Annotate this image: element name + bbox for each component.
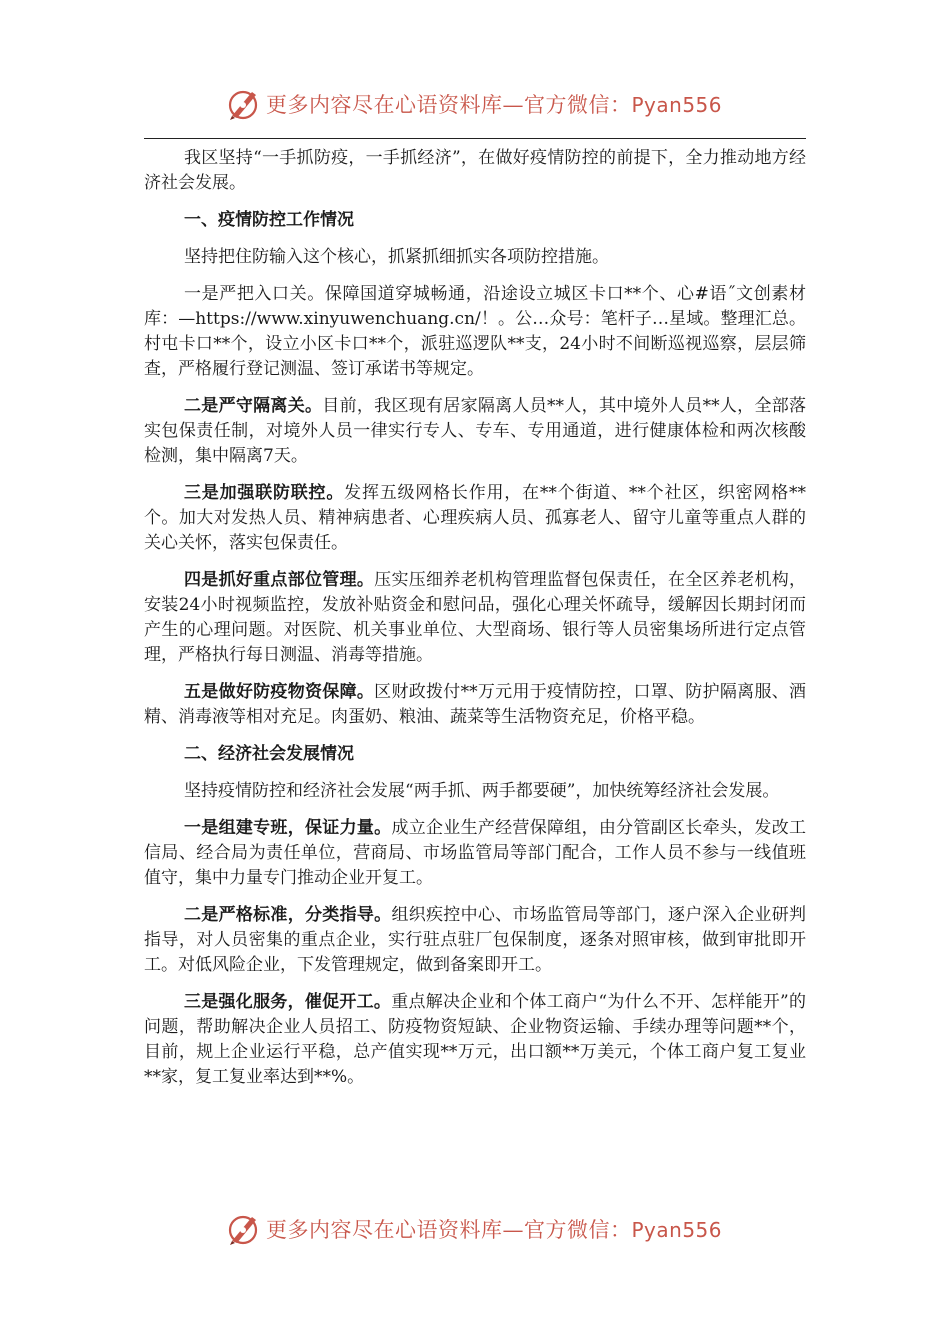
item-lead: 二是严格标准，分类指导。 [184,905,392,925]
item-lead: 一是组建专班，保证力量。 [184,818,392,838]
banner-account: Pyan556 [631,1218,723,1242]
item-text: 组织疾控中心、市场监管局等部门，逐户深入企业研判指导，对人员密集的重点企业，实行驻点驻厂包保制度，逐条对照审核，做到审批即开工。对低风险企业，下发管理规定，做到备案即开工。 [144,905,807,975]
item-lead: 三是加强联防联控。 [184,483,345,503]
item-text: 成立企业生产经营保障组，由分管副区长牵头，发改工信局、经合局为责任单位，营商局、市场监管局等部门配合，工作人员不参与一线值班值守，集中力量专门推动企业开复工。 [144,818,807,888]
item-text: 一是严把入口关。保障国道穿城畅通，沿途设立城区卡口**个、心#语˝文创素材库：—https://www.xinyuwenchuang.cn/！。公…众号：笔杆子…星域。整理汇总。村屯卡口**个，设立小区卡口**个，派驻巡逻队**支，24小时不间断巡视巡察，层层筛查，严格履行登记测温、签订承诺书等规定。 [144,284,806,379]
header-banner [0,84,950,124]
item-lead: 二是严守隔离关。 [184,396,323,416]
item-text: 发挥五级网格长作用，在**个街道、**个社区，织密网格**个。加大对发热人员、精神病患者、心理疾病人员、孤寡老人、留守儿童等重点人群的关心关怀，落实包保责任。 [144,483,807,553]
item-text: 压实压细养老机构管理监督包保责任，在全区养老机构，安装24小时视频监控，发放补贴资金和慰问品，强化心理关怀疏导，缓解因长期封闭而产生的心理问题。对医院、机关事业单位、大型商场、银行等人员密集场所进行定点管理，严格执行每日测温、消毒等措施。 [144,570,807,665]
item-lead: 四是抓好重点部位管理。 [184,570,375,590]
section-summary: 坚持疫情防控和经济社会发展“两手抓、两手都要硬”，加快统筹经济社会发展。 [184,781,780,801]
document-body [144,146,806,1102]
pen-logo-icon [226,1211,262,1247]
list-item [144,816,806,891]
list-item [144,903,806,978]
list-item [144,481,806,556]
banner-caption [266,89,722,119]
list-item [144,282,806,382]
pen-logo-icon [226,86,262,122]
list-item [144,568,806,668]
banner-prefix: 更多内容尽在心语资料库—官方微信： [266,1218,632,1242]
list-item [144,990,806,1090]
banner-account: Pyan556 [631,93,723,117]
item-text: 区财政拨付**万元用于疫情防控，口罩、防护隔离服、酒精、消毒液等相对充足。肉蛋奶、粮油、蔬菜等生活物资充足，价格平稳。 [144,682,807,727]
list-item [144,680,806,730]
section-heading: 一、疫情防控工作情况 [184,210,354,230]
section-heading: 二、经济社会发展情况 [184,744,354,764]
item-text: 目前，我区现有居家隔离人员**人，其中境外人员**人，全部落实包保责任制，对境外人员一律实行专人、专车、专用通道，进行健康体检和两次核酸检测，集中隔离7天。 [144,396,807,466]
item-lead: 五是做好防疫物资保障。 [184,682,375,702]
banner-caption [266,1214,722,1244]
header-divider [144,138,806,139]
item-text: 重点解决企业和个体工商户“为什么不开、怎样能开”的问题，帮助解决企业人员招工、防疫物资短缺、企业物资运输、手续办理等问题**个，目前，规上企业运行平稳，总产值实现**万元，出口额**万美元，个体工商户复工复业**家，复工复业率达到**%。 [144,992,806,1087]
footer-banner [0,1209,950,1249]
banner-prefix: 更多内容尽在心语资料库—官方微信： [266,93,632,117]
intro-paragraph: 我区坚持“一手抓防疫，一手抓经济”，在做好疫情防控的前提下，全力推动地方经济社会发展。 [144,148,806,193]
list-item [144,394,806,469]
item-lead: 三是强化服务，催促开工。 [184,992,392,1012]
section-summary: 坚持把住防输入这个核心，抓紧抓细抓实各项防控措施。 [184,247,609,267]
